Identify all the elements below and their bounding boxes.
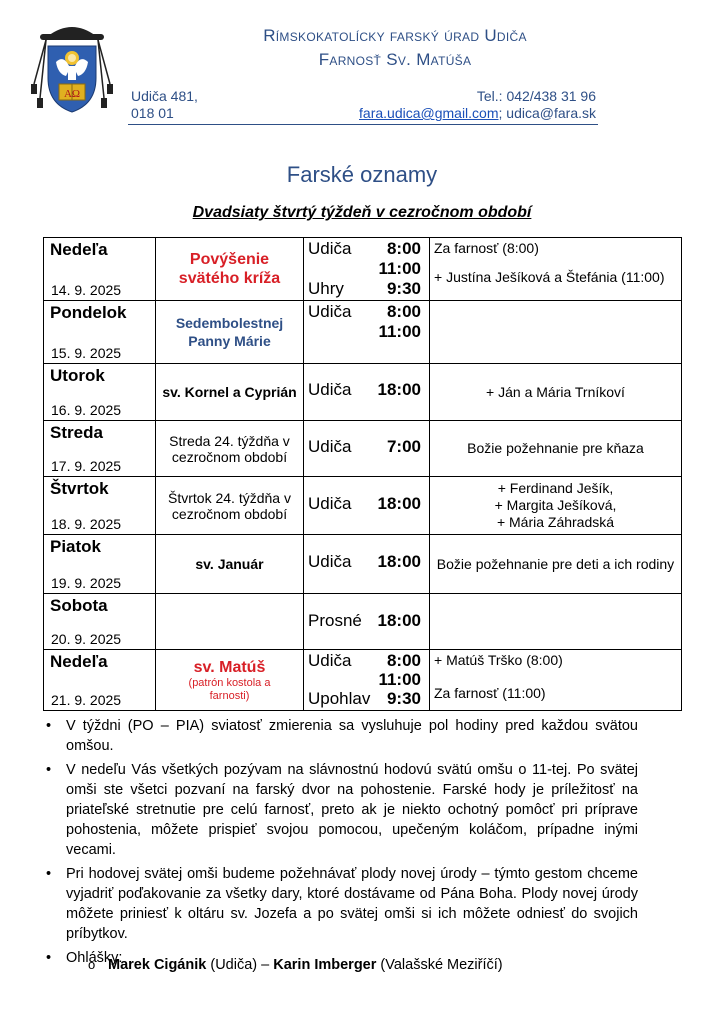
feast-cell [156, 650, 304, 711]
mass-time: 8:00 [386, 239, 421, 258]
table-row [44, 477, 682, 535]
address-line-2: 018 01 [131, 105, 174, 121]
day-cell [44, 301, 156, 364]
mass-time: 7:00 [386, 437, 421, 456]
intention: Božie požehnanie pre deti a ich rodiny [436, 555, 675, 572]
intention-cell [430, 535, 682, 594]
table-row [44, 301, 682, 364]
phone-number: Tel.: 042/438 31 96 [476, 88, 596, 104]
org-name: Rímskokatolícky farský úrad Udiča [263, 26, 527, 45]
announcements [66, 716, 638, 972]
mass-cell [304, 650, 430, 711]
table-row [44, 238, 682, 301]
feast-cell [156, 238, 304, 301]
mass-place: Udiča [308, 651, 352, 670]
mass-cell [304, 535, 430, 594]
intention: + Mária Záhradská [496, 514, 615, 530]
mass-cell [304, 594, 430, 650]
day-name: Štvrtok [50, 479, 109, 498]
mass-cell [304, 238, 430, 301]
intention-cell [430, 477, 682, 535]
email-link-1[interactable]: fara.udica@gmail.com [359, 105, 499, 121]
mass-cell [304, 301, 430, 364]
day-date: 21. 9. 2025 [51, 692, 122, 708]
svg-text:AΩ: AΩ [63, 88, 81, 100]
day-name: Utorok [50, 366, 105, 385]
list-item: • Ohlášky: [66, 948, 638, 968]
intention: + Ferdinand Ješík, [497, 480, 614, 496]
page-title: Farské oznamy [286, 162, 438, 187]
day-cell [44, 594, 156, 650]
parish-name: Farnosť Sv. Matúša [318, 50, 472, 69]
table-row [44, 421, 682, 477]
day-date: 15. 9. 2025 [51, 345, 122, 361]
day-date: 17. 9. 2025 [51, 458, 122, 474]
email-2: udica@fara.sk [506, 105, 596, 121]
mass-time: 9:30 [386, 279, 421, 298]
list-item: • V týždni (PO – PIA) sviatosť zmierenia sa vysluhuje pol hodiny pred každou svätou omšou. [66, 716, 638, 756]
intention: Za farnosť (11:00) [434, 685, 546, 701]
table-row [44, 364, 682, 421]
day-cell [44, 238, 156, 301]
day-date: 20. 9. 2025 [51, 631, 122, 647]
day-cell [44, 421, 156, 477]
day-name: Sobota [50, 596, 108, 615]
feast-name: sv. Január [195, 556, 264, 572]
intention-cell [430, 594, 682, 650]
email-separator: ; [498, 105, 503, 121]
day-cell [44, 477, 156, 535]
mass-cell [304, 477, 430, 535]
mass-time: 18:00 [377, 611, 421, 630]
feast-name: Štvrtok 24. týždňa v cezročnom období [168, 489, 291, 522]
table-row [44, 535, 682, 594]
intention: + Justína Ješíková a Štefánia (11:00) [434, 269, 665, 285]
feast-note: (patrón kostola a farnosti) [188, 676, 271, 702]
intention-cell [430, 238, 682, 301]
day-cell [44, 364, 156, 421]
intention: + Matúš Trško (8:00) [434, 652, 563, 668]
feast-name: Povýšenie svätého kríža [178, 251, 281, 287]
banns-entry [108, 957, 503, 973]
day-name: Nedeľa [50, 240, 108, 259]
list-item: • Pri hodovej svätej omši budeme požehnávať plody novej úrody – týmto gestom chceme vyjadriť poďakovanie za všetky dary, ktoré dostávame od Pána Boha. Plody novej úrody môžete priniesť k oltáru sv. Jozefa a po svätej omši si ich môžete odniesť do svojich príbytkov. [66, 864, 638, 944]
day-cell [44, 535, 156, 594]
list-item: • V nedeľu Vás všetkých pozývam na slávnostnú hodovú svätú omšu o 11-tej. Po svätej omši ste všetci pozvaní na farský dvor na pohostenie. Farské hody je príležitosť na priateľské stretnutie pre celú farnosť, preto ak je niekto ochotný pomôcť pri príprave pohostenia, môžete prispieť svojou pomocou, upečeným koláčom, prípadne inými vecami. [66, 760, 638, 860]
groom-place: (Udiča) [210, 957, 258, 973]
banns-dash: – [261, 957, 270, 973]
day-cell [44, 650, 156, 711]
mass-place: Udiča [308, 380, 352, 399]
week-subtitle: Dvadsiaty štvrtý týždeň v cezročnom období [192, 204, 532, 221]
feast-cell [156, 477, 304, 535]
header-divider [128, 124, 598, 125]
day-date: 16. 9. 2025 [51, 402, 122, 418]
mass-place: Udiča [308, 239, 352, 258]
intention-cell [430, 650, 682, 711]
mass-cell [304, 364, 430, 421]
groom-name: Marek Cigánik [108, 957, 207, 973]
mass-time: 8:00 [386, 651, 421, 670]
day-date: 19. 9. 2025 [51, 575, 122, 591]
intention: + Ján a Mária Trníkoví [486, 383, 625, 400]
day-date: 18. 9. 2025 [51, 516, 122, 532]
email-line [359, 105, 596, 121]
address-line-1: Udiča 481, [131, 88, 198, 104]
mass-cell [304, 421, 430, 477]
bride-place: (Valašské Meziříčí) [380, 957, 503, 973]
parish-crest-logo [26, 14, 118, 114]
table-row [44, 650, 682, 711]
mass-time: 11:00 [378, 670, 421, 689]
feast-name: Sedembolestnej Panny Márie [175, 315, 284, 349]
feast-name: Streda 24. týždňa v cezročnom období [169, 432, 290, 465]
feast-cell [156, 594, 304, 650]
intention: + Margita Ješíková, [494, 497, 617, 513]
mass-time: 18:00 [377, 552, 421, 571]
schedule-table [43, 237, 682, 711]
feast-name: sv. Matúš [193, 658, 266, 676]
feast-cell [156, 535, 304, 594]
day-name: Streda [50, 423, 103, 442]
mass-time: 11:00 [378, 259, 421, 278]
mass-time: 9:30 [386, 689, 421, 708]
mass-time: 11:00 [378, 322, 421, 341]
mass-time: 18:00 [377, 380, 421, 399]
day-name: Nedeľa [50, 652, 108, 671]
day-date: 14. 9. 2025 [51, 282, 122, 298]
mass-time: 18:00 [377, 494, 421, 513]
feast-cell [156, 364, 304, 421]
mass-time: 8:00 [386, 302, 421, 321]
mass-place: Upohlav [308, 689, 371, 708]
mass-place: Udiča [308, 302, 352, 321]
mass-place: Udiča [308, 552, 352, 571]
feast-name: sv. Kornel a Cyprián [162, 384, 297, 400]
intention: Za farnosť (8:00) [434, 240, 539, 256]
bride-name: Karin Imberger [273, 957, 377, 973]
day-name: Piatok [50, 537, 102, 556]
table-row [44, 594, 682, 650]
mass-place: Udiča [308, 437, 352, 456]
mass-place: Udiča [308, 494, 352, 513]
mass-place: Prosné [308, 611, 362, 630]
feast-cell [156, 421, 304, 477]
intention: Božie požehnanie pre kňaza [467, 440, 644, 456]
day-name: Pondelok [50, 303, 127, 322]
intention-cell [430, 421, 682, 477]
intention-cell [430, 301, 682, 364]
feast-cell [156, 301, 304, 364]
mass-place: Uhry [308, 279, 344, 298]
intention-cell [430, 364, 682, 421]
